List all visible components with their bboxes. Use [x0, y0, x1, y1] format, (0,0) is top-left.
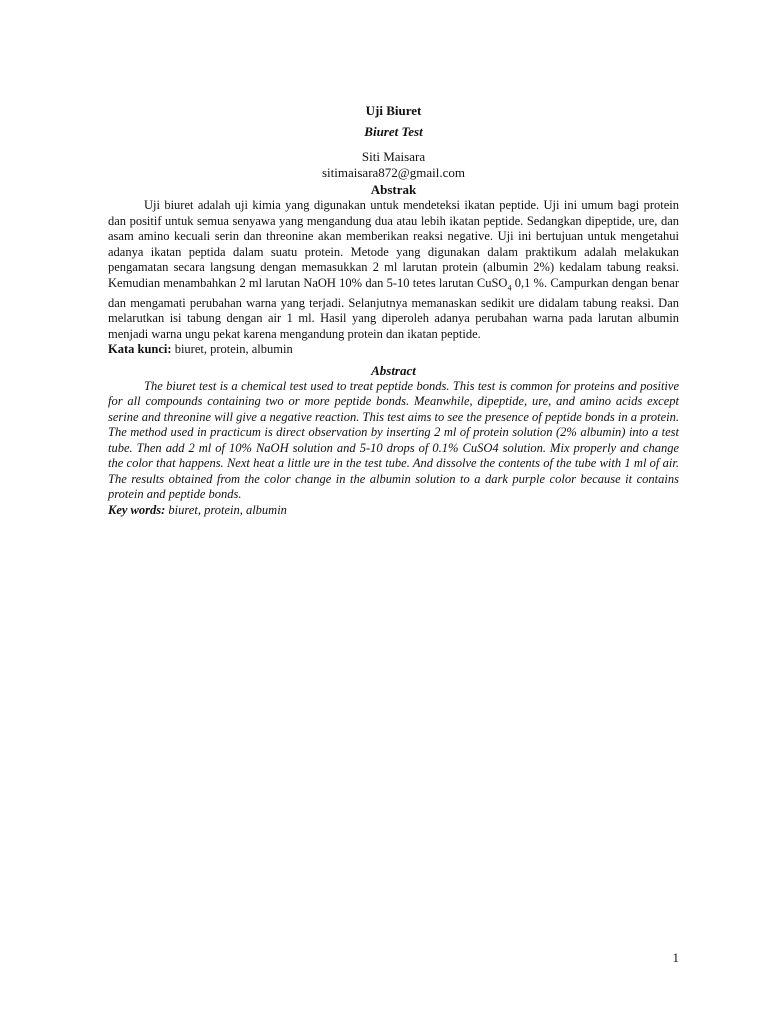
abstrak-body-subscript: 4 [507, 283, 512, 292]
abstrak-keywords-label: Kata kunci: [108, 342, 172, 356]
author-email: sitimaisara872@gmail.com [321, 165, 466, 180]
abstrak-heading: Abstrak [370, 182, 417, 197]
paper-subtitle: Biuret Test [364, 124, 423, 139]
page-number: 1 [672, 950, 679, 965]
abstract-body: The biuret test is a chemical test used to treat peptide bonds. This test is common for proteins and positive for all compounds containing two or more peptide bonds. Meanwhile, dipeptide, ure, and amino acids except serine and threonine will give a negative reaction. This test aims to see the presence of peptide bonds in a protein. The method used in practicum is direct observation by inserting 2 ml of protein solution (2% albumin) into a test tube. Then add 2 ml of 10% NaOH solution and 5-10 drops of 0.1% CuSO4 solution. Mix properly and change the color that happens. Next heat a little ure in the test tube. And dissolve the contents of the tube with 1 ml of air. The results obtained from the color change in the albumin solution to a dark purple color because it contains protein and peptide bonds. [108, 378, 679, 501]
abstrak-keywords [108, 342, 679, 358]
paper-title: Uji Biuret [365, 103, 422, 118]
abstrak-body-part1: Uji biuret adalah uji kimia yang digunakan untuk mendeteksi ikatan peptide. Uji ini umum bagi protein dan positif untuk semua senyawa yang mengandung dua atau lebih ikatan peptide. Sedangkan dipeptide, ure, dan asam amino kecuali serin dan threonine akan memberikan reaksi negative. Uji ini bertujuan untuk mengetahui adanya ikatan peptida dalam suatu protein. Metode yang digunakan dalam praktikum adalah melakukan pengamatan secara langsung dengan memasukkan 2 ml larutan protein (albumin 2%) kedalam tabung reaksi. Kemudian menambahkan 2 ml larutan NaOH 10% dan 5-10 tetes larutan CuSO [108, 198, 679, 290]
paper-content [108, 103, 679, 518]
abstract-keywords-label: Key words: [108, 502, 166, 517]
abstrak-keywords-value: biuret, protein, albumin [171, 342, 293, 356]
abstract-heading: Abstract [371, 362, 416, 378]
author-name: Siti Maisara [361, 149, 426, 164]
abstrak-body-part2: 0,1 %. Campurkan dengan benar dan mengamati perubahan warna yang terjadi. Selanjutnya memanaskan sedikit ure didalam tabung reaksi. Dan melarutkan isi tabung dengan air 1 ml. Hasil yang diperoleh adanya perubahan warna pada larutan albumin menjadi warna ungu pekat karena mengandung protein dan ikatan peptide. [108, 275, 679, 341]
abstrak-body [108, 198, 679, 342]
abstract-keywords [108, 503, 679, 519]
abstract-keywords-value: biuret, protein, albumin [165, 502, 287, 517]
